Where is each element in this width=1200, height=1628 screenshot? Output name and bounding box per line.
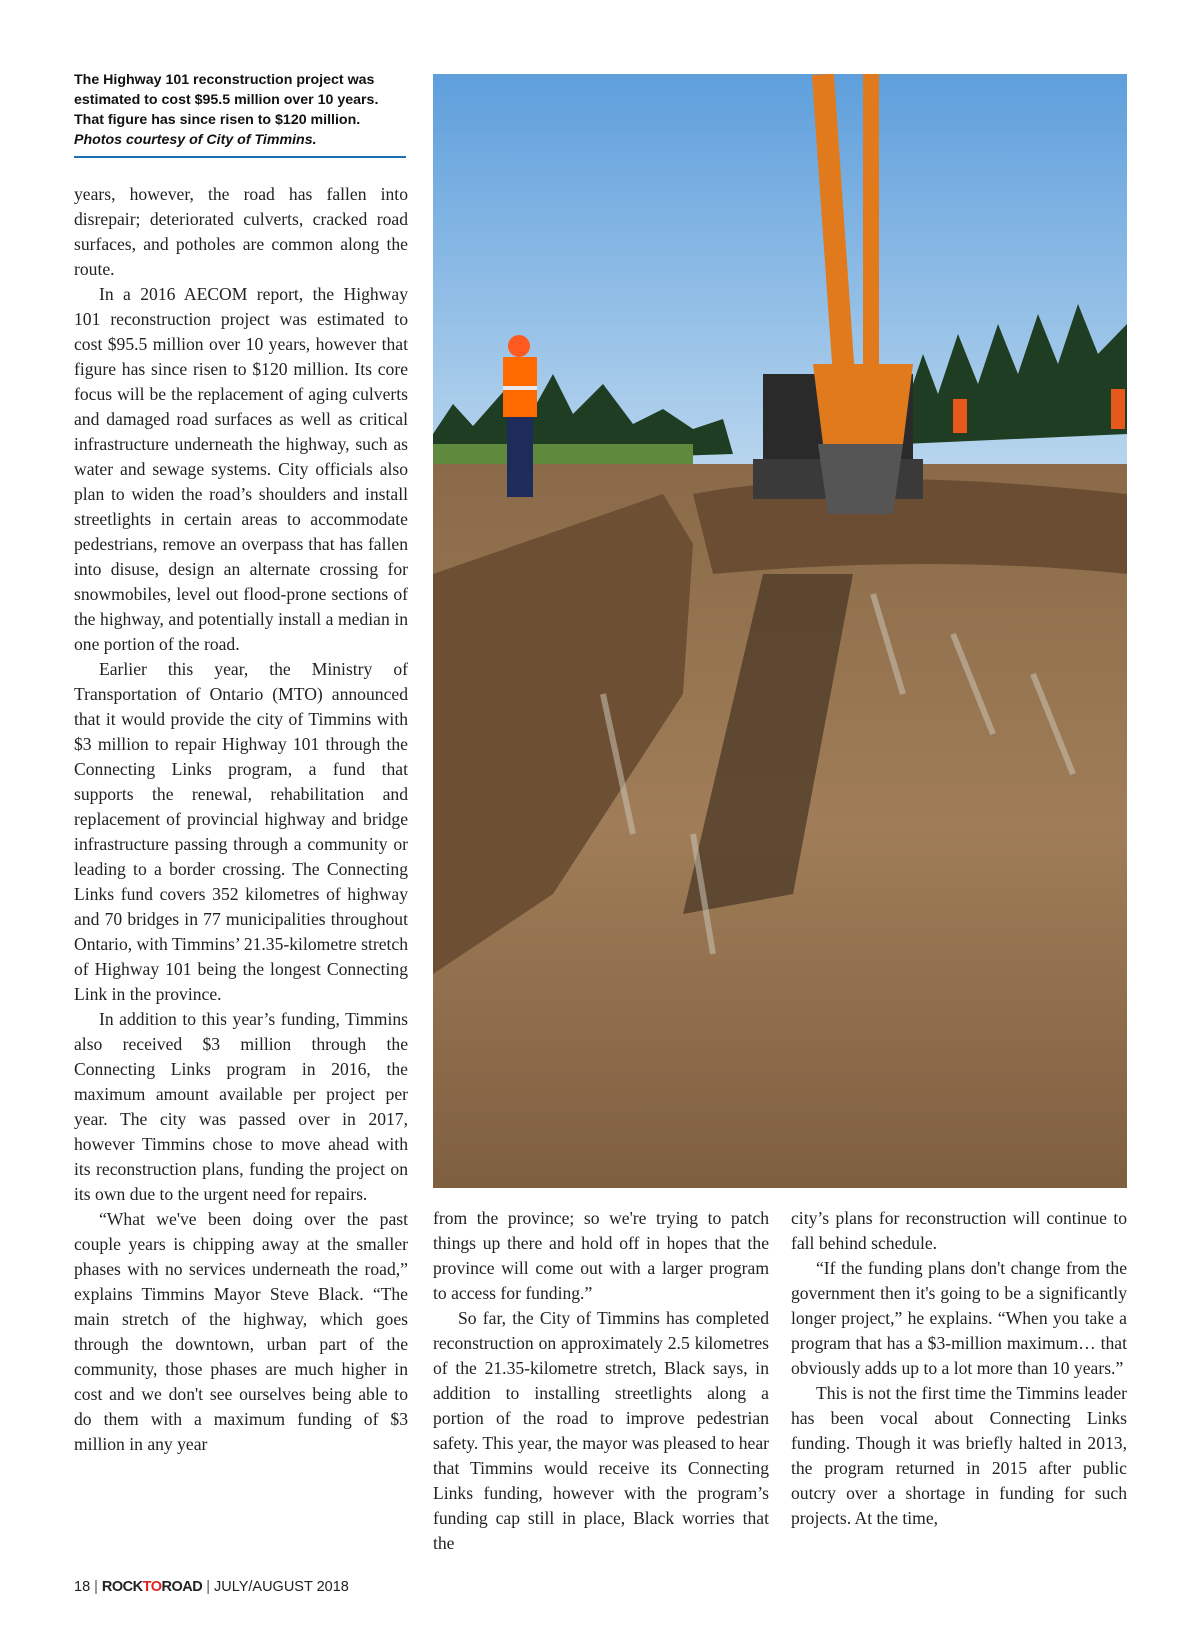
paragraph: city’s plans for reconstruction will continue to fall behind schedule. <box>791 1208 1127 1253</box>
paragraph: Earlier this year, the Ministry of Transportation of Ontario (MTO) announced that it would provide the city of Timmins with $3 million to repair Highway 101 through the Connecting Links program, a fund that supports the renewal, rehabilitation and replacement of provincial highway and bridge infrastructure passing through a community or leading to a border crossing. The Connecting Links fund covers 352 kilometres of highway and 70 bridges in 77 municipalities throughout Ontario, with Timmins’ 21.35-kilometre stretch of Highway 101 being the longest Connecting Link in the province. <box>74 659 408 1004</box>
construction-photo-graphic <box>433 74 1127 1188</box>
page-number: 18 <box>74 1579 91 1595</box>
construction-photo <box>433 74 1127 1188</box>
paragraph: In a 2016 AECOM report, the Highway 101 reconstruction project was estimated to cost $95.5 million over 10 years, however that figure has since risen to $120 million. Its core focus will be the replacement of aging culverts and damaged road surfaces as well as critical infrastructure underneath the highway, such as water and sewage systems. City officials also plan to widen the road’s shoulders and install streetlights in certain areas to accommodate pedestrians, remove an overpass that has fallen into disuse, design an alternate crossing for snowmobiles, level out flood-prone sections of the highway, and potentially install a median in one portion of the road. <box>74 284 408 654</box>
logo-rock: ROCK <box>101 1579 143 1595</box>
paragraph: “What we've been doing over the past couple years is chipping away at the smaller phases with no services underneath the road,” explains Timmins Mayor Steve Black. “The main stretch of the highway, which goes through the downtown, urban part of the community, those phases are much higher in cost and we don't see ourselves being able to do them with a maximum funding of $3 million in any year <box>74 1209 408 1454</box>
photo-caption <box>74 70 406 158</box>
issue-date: JULY/AUGUST 2018 <box>213 1579 349 1595</box>
article-column-3 <box>791 1206 1127 1556</box>
paragraph: “If the funding plans don't change from the government then it's going to be a significantly longer project,” he explains. “When you take a program that has a $3-million maximum… that obviously adds up to a lot more than 10 years.” <box>791 1258 1127 1378</box>
footer-separator: | <box>206 1579 210 1595</box>
paragraph: In addition to this year’s funding, Timmins also received $3 million through the Connecting Links program in 2016, the maximum amount available per project per year. The city was passed over in 2017, however Timmins chose to move ahead with its reconstruction plans, funding the project on its own due to the urgent need for repairs. <box>74 1009 408 1204</box>
photo-credit: Photos courtesy of City of Timmins. <box>74 132 317 148</box>
article-column-2 <box>433 1206 769 1556</box>
worker <box>503 335 537 497</box>
logo-to: TO <box>142 1579 162 1595</box>
magazine-logo <box>102 1579 202 1595</box>
page-footer <box>74 1579 349 1595</box>
paragraph: This is not the first time the Timmins leader has been vocal about Connecting Links funding. Though it was briefly halted in 2013, the program returned in 2015 after public outcry over a shortage in funding for such projects. At the time, <box>791 1383 1127 1528</box>
article-column-1 <box>74 182 408 1556</box>
caption-text: The Highway 101 reconstruction project was estimated to cost $95.5 million over 10 years. That figure has since risen to $120 million. <box>74 72 379 128</box>
paragraph: So far, the City of Timmins has completed reconstruction on approximately 2.5 kilometres of the 21.35-kilometre stretch, Black says, in addition to installing streetlights along a portion of the road to improve pedestrian safety. This year, the mayor was pleased to hear that Timmins would receive its Connecting Links funding, however with the program’s funding cap still in place, Black worries that the <box>433 1308 769 1553</box>
paragraph: from the province; so we're trying to patch things up there and hold off in hopes that the province will come out with a larger program to access for funding.” <box>433 1208 769 1303</box>
paragraph: years, however, the road has fallen into disrepair; deteriorated culverts, cracked road surfaces, and potholes are common along the route. <box>74 184 408 279</box>
logo-road: ROAD <box>161 1579 203 1595</box>
footer-separator: | <box>94 1579 98 1595</box>
